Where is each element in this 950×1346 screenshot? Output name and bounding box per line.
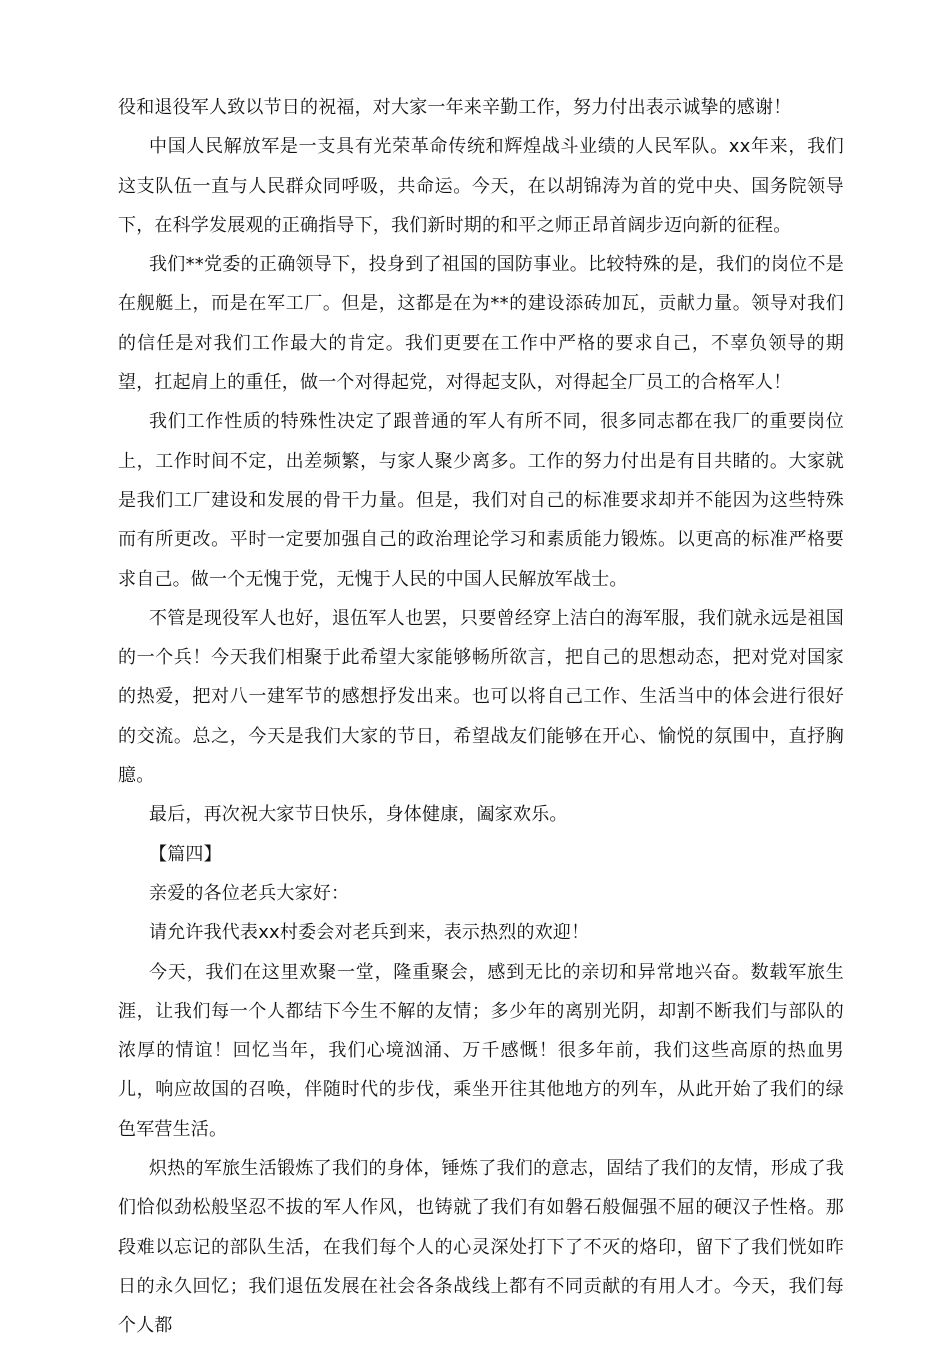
paragraph-10: 今天，我们在这里欢聚一堂，隆重聚会，感到无比的亲切和异常地兴奋。数载军旅生涯，让我们每一个人都结下今生不解的友情；多少年的离别光阴，却割不断我们与部队的浓厚的情谊！回忆当年，我们心境汹涌、万千感慨！很多年前，我们这些高原的热血男儿，响应故国的召唤，伴随时代的步伐，乘坐开往其他地方的列车，从此开始了我们的绿色军营生活。 — [118, 961, 844, 1140]
paragraph-2: 中国人民解放军是一支具有光荣革命传统和辉煌战斗业绩的人民军队。xx年来，我们这支队伍一直与人民群众同呼吸，共命运。今天，在以胡锦涛为首的党中央、国务院领导下，在科学发展观的正确指导下，我们新时期的和平之师正昂首阔步迈向新的征程。 — [118, 136, 844, 236]
paragraph-1: 役和退役军人致以节日的祝福，对大家一年来辛勤工作，努力付出表示诚挚的感谢！ — [118, 97, 792, 118]
paragraph-11: 炽热的军旅生活锻炼了我们的身体，锤炼了我们的意志，固结了我们的友情，形成了我们恰似劲松般坚忍不拔的军人作风，也铸就了我们有如磐石般倔强不屈的硬汉子性格。那段难以忘记的部队生活，在我们每个人的心灵深处打下了不灭的烙印，留下了我们恍如昨日的永久回忆；我们退伍发展在社会各条战线上都有不同贡献的有用人才。今天，我们每个人都 — [118, 1158, 844, 1337]
section-heading: 【篇四】 — [149, 843, 222, 865]
paragraph-4: 我们工作性质的特殊性决定了跟普通的军人有所不同，很多同志都在我厂的重要岗位上，工作时间不定，出差频繁，与家人聚少离多。工作的努力付出是有目共睹的。大家就是我们工厂建设和发展的骨干力量。但是，我们对自己的标准要求却并不能因为这些特殊而有所更改。平时一定要加强自己的政治理论学习和素质能力锻炼。以更高的标准严格要求自己。做一个无愧于党，无愧于人民的中国人民解放军战士。 — [118, 411, 844, 590]
paragraph-6: 最后，再次祝大家节日快乐，身体健康，阖家欢乐。 — [149, 804, 568, 826]
paragraph-5: 不管是现役军人也好，退伍军人也罢，只要曾经穿上洁白的海军服，我们就永远是祖国的一个兵！今天我们相聚于此希望大家能够畅所欲言，把自己的思想动态，把对党对国家的热爱，把对八一建军节的感想抒发出来。也可以将自己工作、生活当中的体会进行很好的交流。总之，今天是我们大家的节日，希望战友们能够在开心、愉悦的氛围中，直抒胸臆。 — [118, 607, 844, 787]
paragraph-9: 请允许我代表xx村委会对老兵到来，表示热烈的欢迎！ — [149, 922, 590, 944]
document-body — [118, 88, 844, 1346]
salutation: 亲爱的各位老兵大家好： — [149, 882, 350, 904]
paragraph-3: 我们**党委的正确领导下，投身到了祖国的国防事业。比较特殊的是，我们的岗位不是在舰艇上，而是在军工厂。但是，这都是在为**的建设添砖加瓦，贡献力量。领导对我们的信任是对我们工作最大的肯定。我们更要在工作中严格的要求自己，不辜负领导的期望，扛起肩上的重任，做一个对得起党，对得起支队，对得起全厂员工的合格军人！ — [118, 254, 844, 394]
